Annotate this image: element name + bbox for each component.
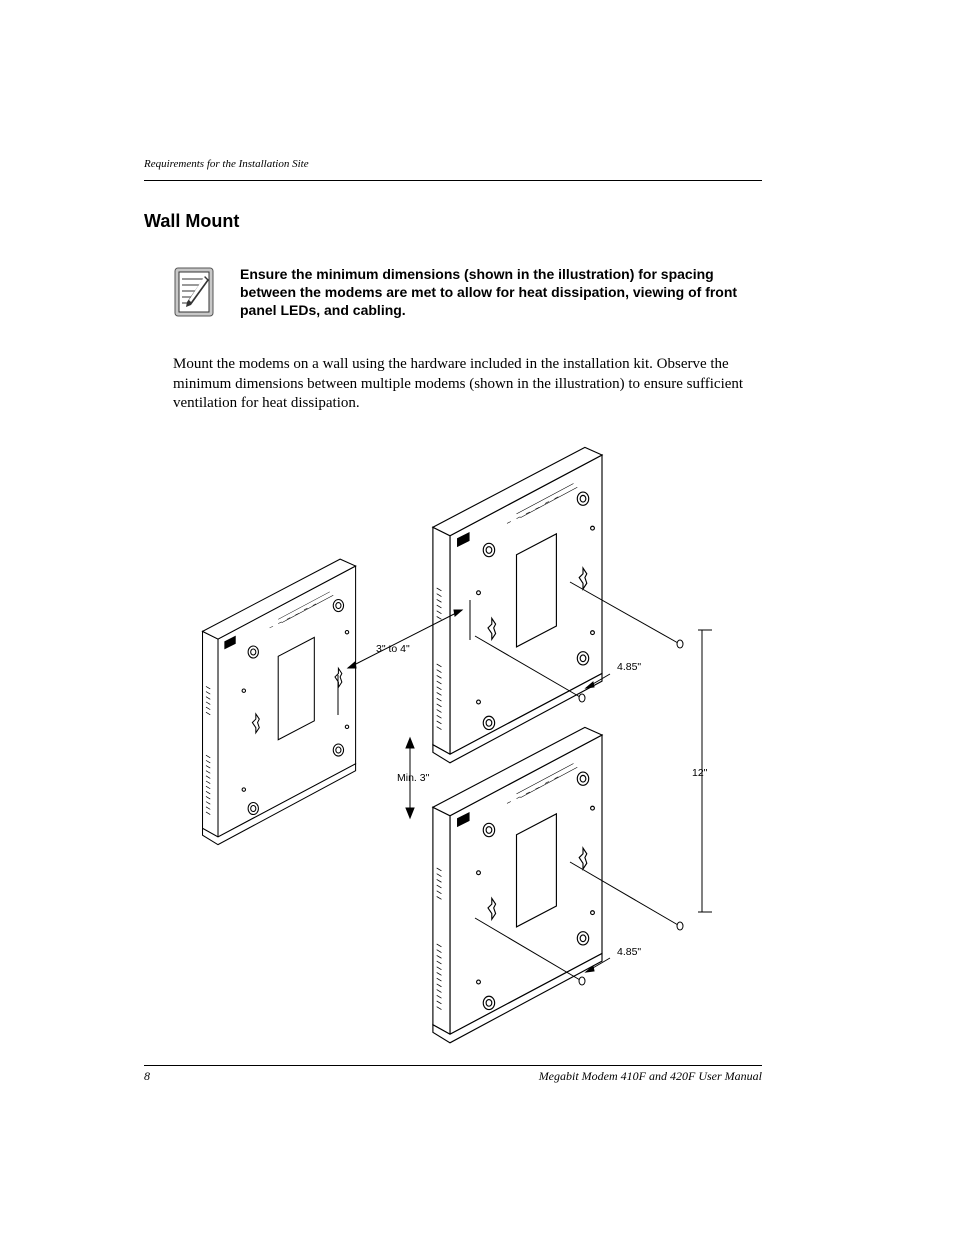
footer-rule: [144, 1065, 762, 1066]
footer-manual-title: Megabit Modem 410F and 420F User Manual: [538, 1069, 762, 1083]
top-modem-illustration: [433, 447, 602, 762]
hole-spacing-bottom-label: 4.85": [617, 946, 642, 958]
min-gap-label: Min. 3": [397, 772, 430, 784]
body-paragraph: Mount the modems on a wall using the hardware included in the installation kit. Observe the minimum dimensions between multiple modems (shown in the illustration) to ensure sufficient ventilation for heat dissipation.: [173, 356, 744, 411]
vertical-spacing-label: 12": [692, 767, 708, 779]
page-number: 8: [144, 1069, 150, 1083]
running-header: Requirements for the Installation Site: [144, 158, 309, 170]
bottom-modem-illustration: [433, 727, 602, 1042]
section-title: Wall Mount: [144, 211, 240, 231]
spacing-side-label: 3" to 4": [376, 643, 410, 655]
hole-spacing-top-label: 4.85": [617, 661, 642, 673]
note-text: Ensure the minimum dimensions (shown in the illustration) for spacing between the modems are met to allow for heat dissipation, viewing of front panel LEDs, and cabling.: [240, 266, 738, 318]
left-modem-illustration: [203, 559, 356, 845]
